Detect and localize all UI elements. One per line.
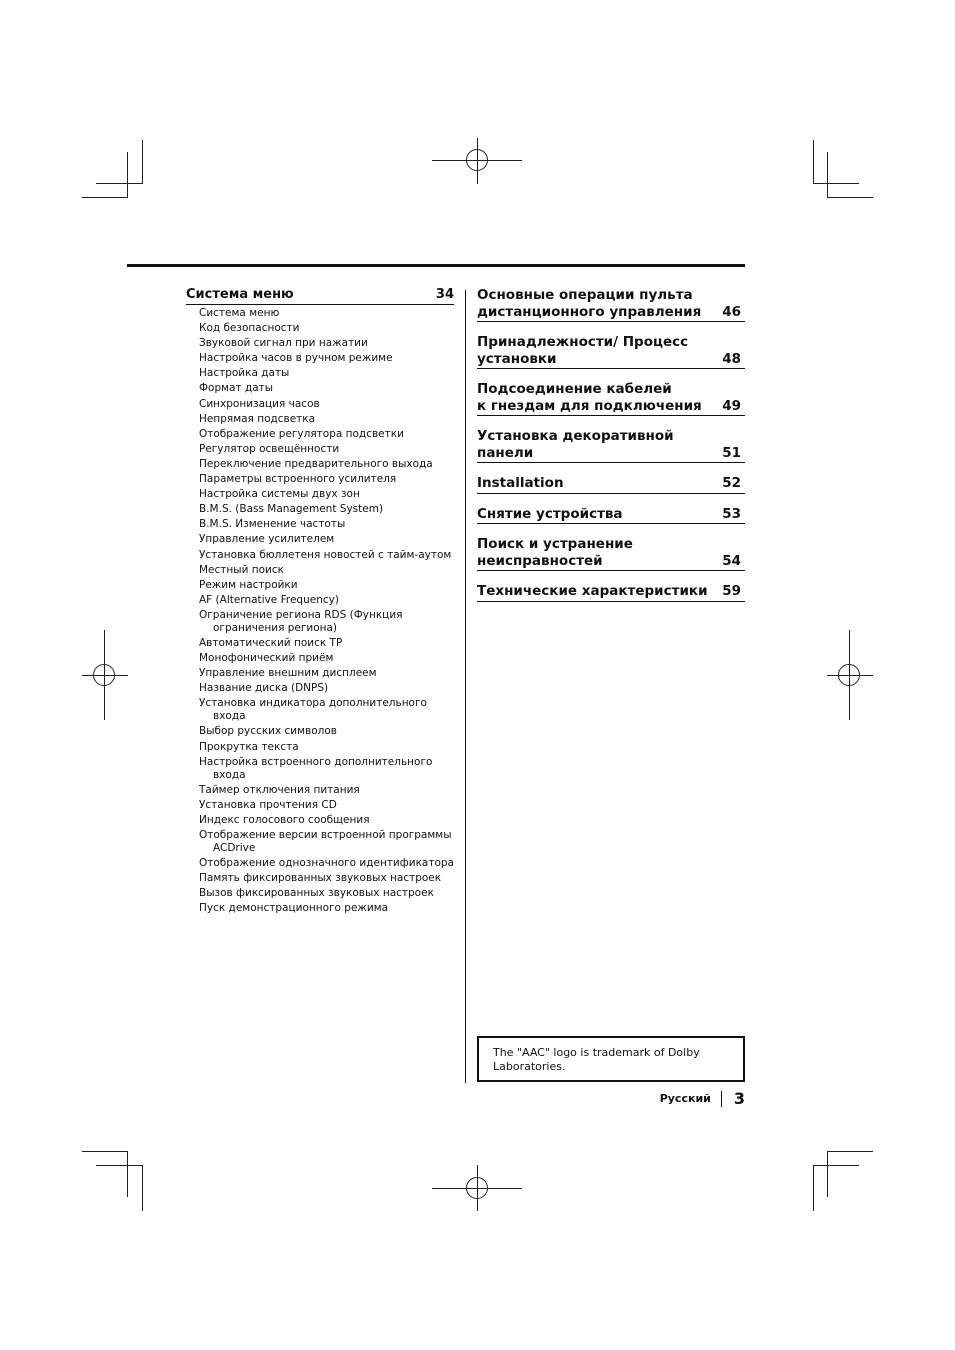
- toc-subsection-item[interactable]: Отображение регулятора подсветки: [199, 427, 404, 440]
- toc-subsection-item[interactable]: Таймер отключения питания: [199, 783, 360, 796]
- toc-entry[interactable]: [477, 381, 745, 416]
- toc-entry-page: 59: [722, 583, 741, 599]
- toc-entry-page: 51: [722, 444, 741, 461]
- toc-entry[interactable]: [477, 583, 745, 602]
- toc-entry[interactable]: [477, 334, 745, 369]
- toc-subsection-item[interactable]: Автоматический поиск TP: [199, 636, 343, 649]
- toc-subsection-item[interactable]: Монофонический приём: [199, 652, 334, 665]
- toc-subsection-item[interactable]: Управление внешним дисплеем: [199, 667, 377, 680]
- page-footer: [660, 1089, 745, 1108]
- toc-subsection-item[interactable]: Отображение версии встроенной программы ACDrive: [199, 829, 452, 854]
- toc-subsection-item[interactable]: Прокрутка текста: [199, 740, 299, 753]
- toc-subsection-item[interactable]: Установка индикатора дополнительного входа: [199, 697, 427, 723]
- toc-subsection-item[interactable]: Режим настройки: [199, 578, 298, 591]
- toc-entry[interactable]: [477, 536, 745, 571]
- toc-subsection-item[interactable]: Настройка часов в ручном режиме: [199, 352, 393, 365]
- toc-subsection-item[interactable]: Вызов фиксированных звуковых настроек: [199, 887, 434, 900]
- toc-entry-page: 49: [722, 397, 741, 414]
- toc-entry-page: 48: [722, 350, 741, 367]
- toc-subsection-item[interactable]: Отображение однозначного идентификатора: [199, 857, 454, 870]
- toc-subsection-item[interactable]: B.M.S. Изменение частоты: [199, 518, 346, 531]
- toc-subsection-item[interactable]: Формат даты: [199, 382, 274, 395]
- toc-subsection-item[interactable]: AF (Alternative Frequency): [199, 593, 339, 606]
- page-number: 3: [733, 1089, 745, 1108]
- toc-entry-title: Основные операции пульта дистанционного управления: [477, 287, 702, 320]
- toc-subsection-item[interactable]: Управление усилителем: [199, 533, 335, 546]
- toc-subsection-item[interactable]: Непрямая подсветка: [199, 412, 316, 425]
- toc-entry[interactable]: [477, 428, 745, 463]
- toc-section-title: Система меню: [186, 287, 294, 302]
- toc-subsection-item[interactable]: Индекс голосового сообщения: [199, 813, 370, 826]
- toc-entry[interactable]: [477, 506, 745, 525]
- toc-subsection-item[interactable]: B.M.S. (Bass Management System): [199, 503, 384, 516]
- trademark-notice-text: The "AAC" logo is trademark of Dolby Laboratories.: [493, 1046, 700, 1073]
- toc-subsection-item[interactable]: Память фиксированных звуковых настроек: [199, 872, 442, 885]
- toc-entry-title: Снятие устройства: [477, 505, 623, 522]
- toc-subsection-item[interactable]: Настройка системы двух зон: [199, 488, 360, 501]
- toc-subsection-item[interactable]: Ограничение региона RDS (Функция ограничения региона): [199, 608, 403, 634]
- toc-subsection-item[interactable]: Синхронизация часов: [199, 397, 320, 410]
- toc-section-heading[interactable]: [186, 287, 454, 305]
- trademark-notice: [477, 1036, 745, 1082]
- toc-entry[interactable]: [477, 475, 745, 494]
- toc-subsection-item[interactable]: Система меню: [199, 307, 280, 319]
- toc-subsection-item[interactable]: Местный поиск: [199, 563, 284, 576]
- toc-entry-title: Поиск и устранение неисправностей: [477, 536, 633, 569]
- toc-subsection-item[interactable]: Настройка даты: [199, 367, 290, 380]
- toc-subsection-item[interactable]: Параметры встроенного усилителя: [199, 473, 397, 486]
- toc-left-column: [186, 287, 454, 917]
- toc-subsection-item[interactable]: Переключение предварительного выхода: [199, 457, 433, 470]
- toc-subsection-item[interactable]: Звуковой сигнал при нажатии: [199, 337, 368, 350]
- toc-entry-page: 46: [722, 303, 741, 320]
- toc-subsection-list: [186, 307, 454, 915]
- toc-entry-page: 54: [722, 552, 741, 569]
- toc-subsection-item[interactable]: Настройка встроенного дополнительного входа: [199, 755, 433, 781]
- toc-entry[interactable]: [477, 287, 745, 322]
- column-divider: [465, 290, 466, 1083]
- toc-subsection-item[interactable]: Выбор русских символов: [199, 725, 337, 738]
- toc-subsection-item[interactable]: Код безопасности: [199, 322, 300, 335]
- footer-language: Русский: [659, 1092, 711, 1105]
- toc-subsection-item[interactable]: Регулятор освещённости: [199, 442, 340, 455]
- toc-subsection-item[interactable]: Установка прочтения CD: [199, 798, 337, 811]
- toc-entry-title: Подсоединение кабелей к гнездам для подключения: [477, 381, 702, 414]
- toc-entry-title: Installation: [477, 475, 564, 491]
- toc-entry-page: 53: [722, 505, 741, 522]
- toc-subsection-item[interactable]: Название диска (DNPS): [199, 682, 329, 695]
- toc-subsection-item[interactable]: Пуск демонстрационного режима: [199, 902, 389, 915]
- toc-entry-page: 52: [722, 475, 741, 491]
- toc-right-column: [477, 287, 745, 614]
- toc-entry-title: Принадлежности/ Процесс установки: [477, 334, 689, 367]
- toc-entry-title: Технические характеристики: [477, 583, 708, 599]
- header-rule: [127, 264, 745, 267]
- toc-subsection-item[interactable]: Установка бюллетеня новостей с тайм-аутом: [199, 548, 452, 561]
- toc-section-page: 34: [435, 287, 454, 302]
- toc-entry-title: Установка декоративной панели: [477, 428, 674, 461]
